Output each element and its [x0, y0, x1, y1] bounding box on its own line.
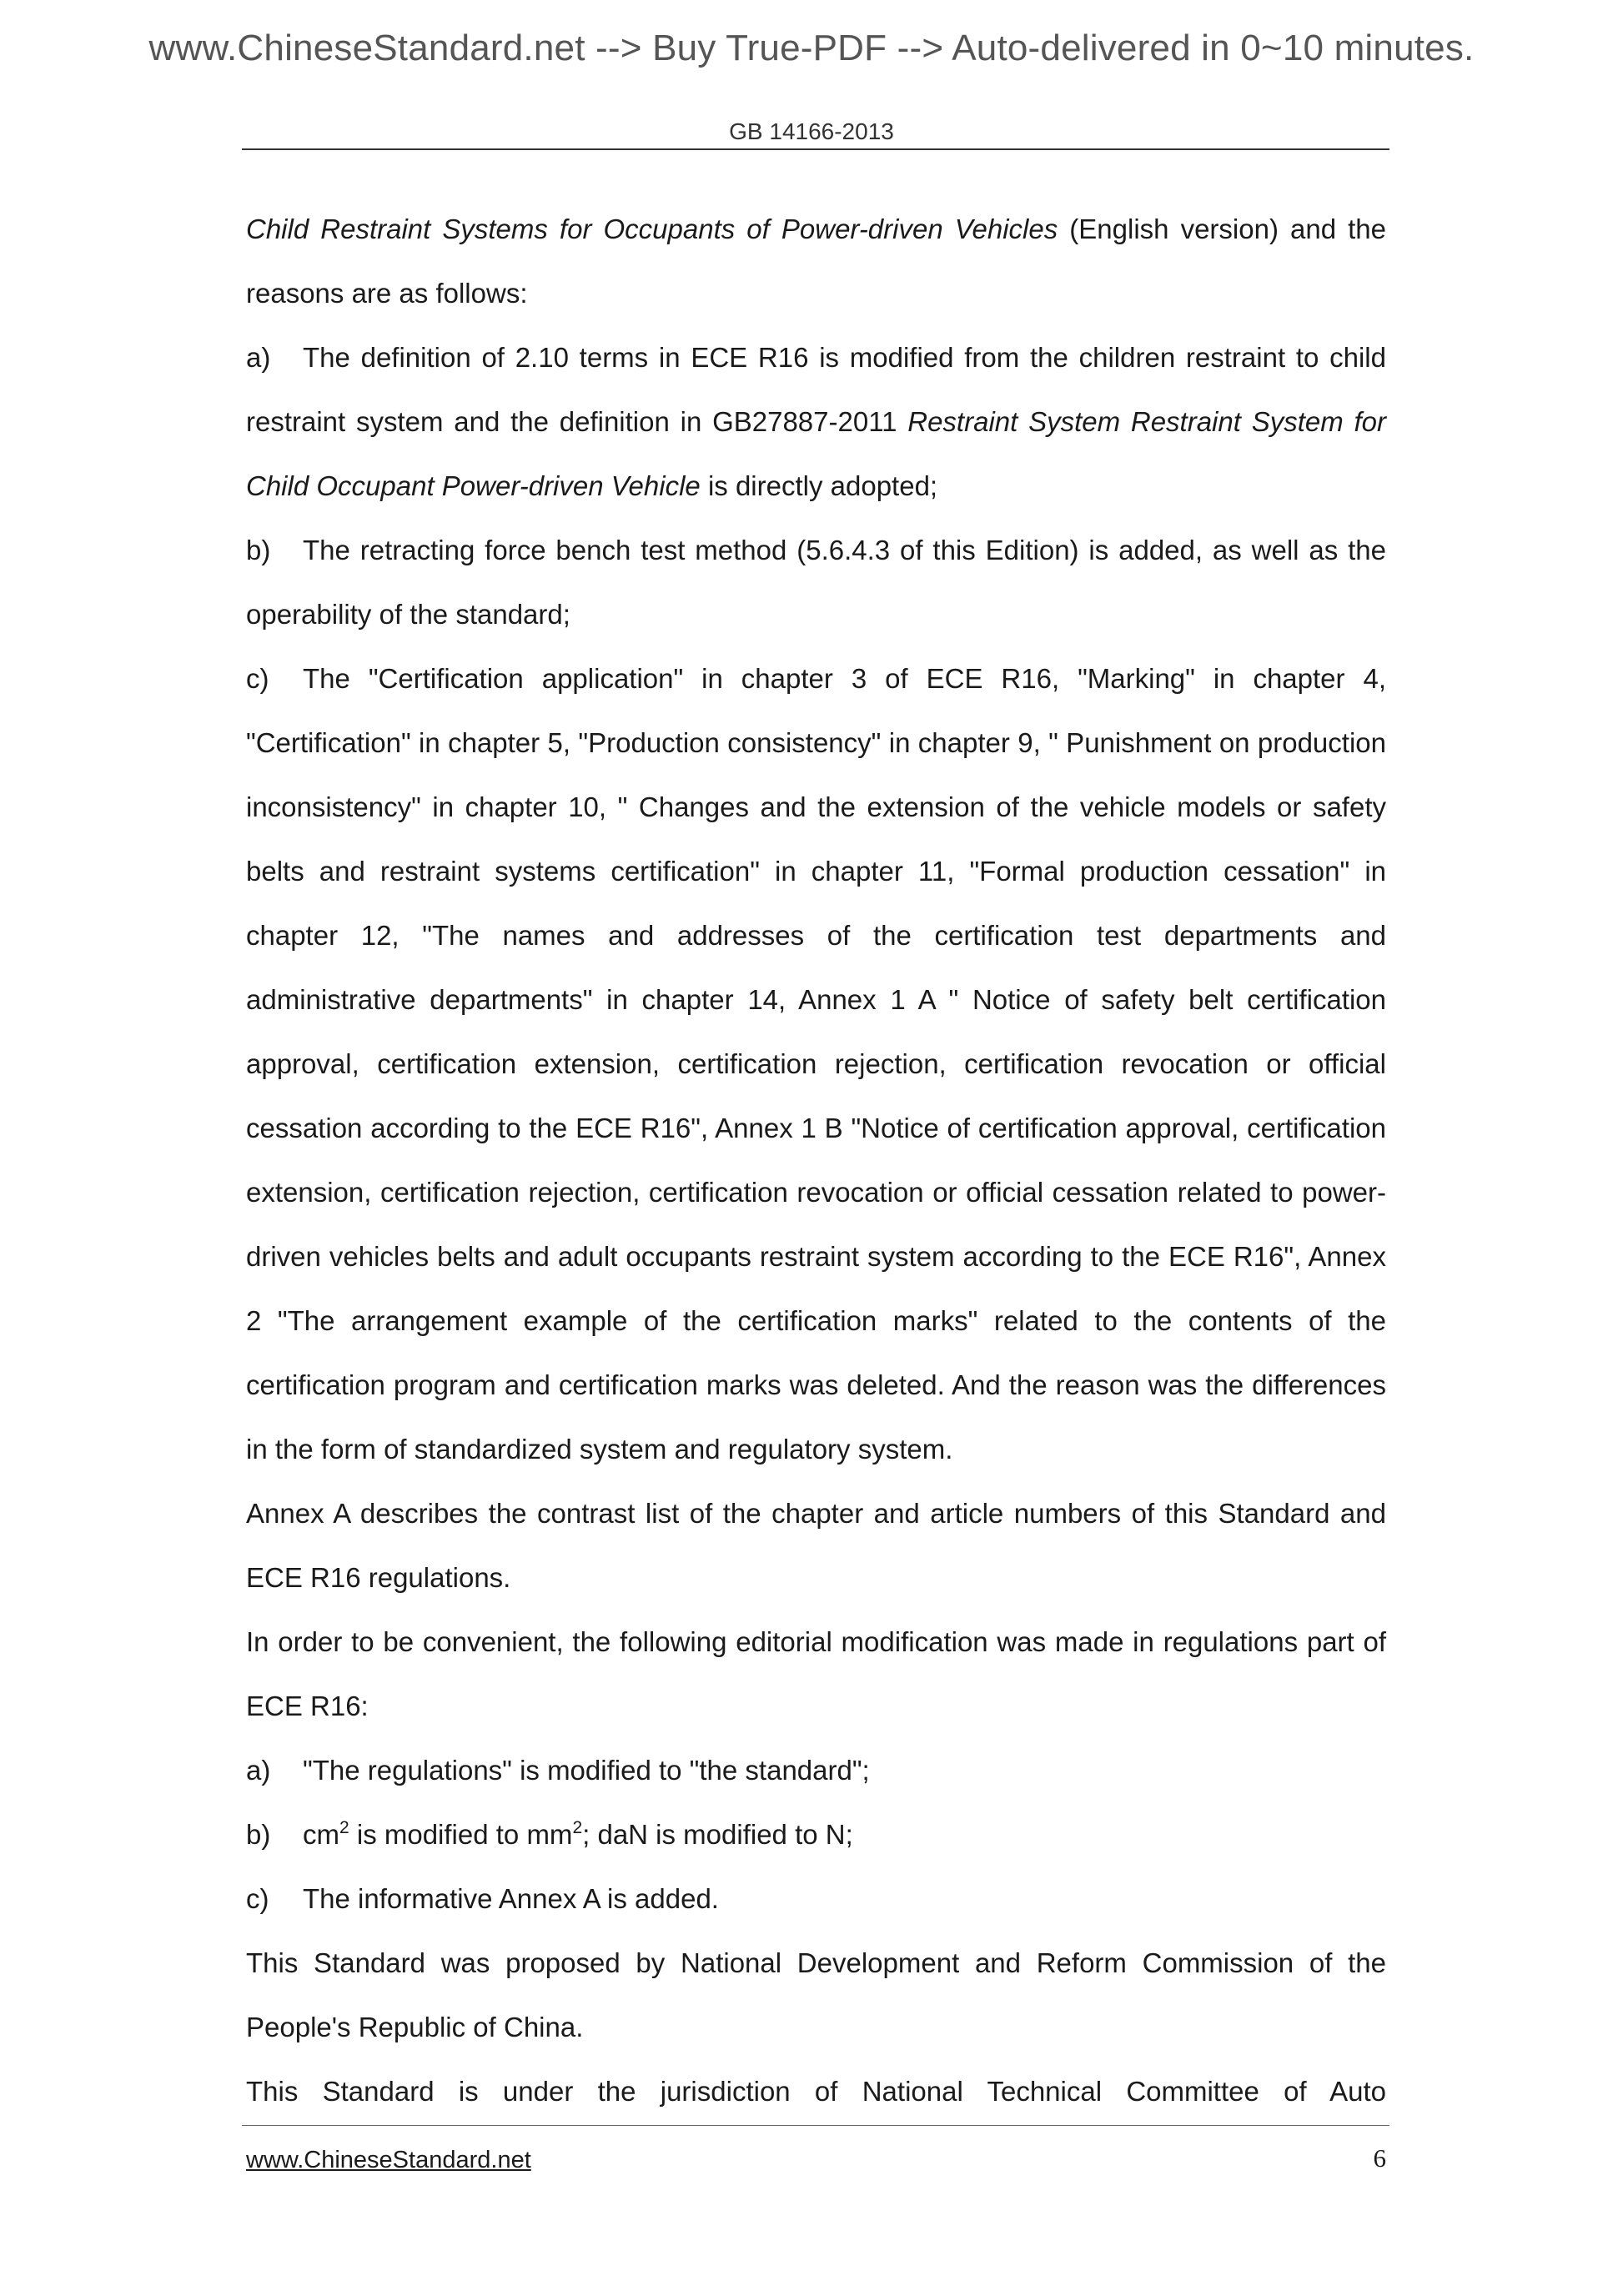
proposed-paragraph: This Standard was proposed by National Development and Reform Commission of the People's Republic of China. — [246, 1947, 1386, 2042]
superscript: 2 — [339, 1818, 349, 1837]
standard-number: GB 14166-2013 — [729, 118, 894, 144]
item-text: The definition of 2.10 terms in ECE R16 is modified from the children restraint to child restraint system and the definition in GB27887-2011 — [246, 342, 1386, 437]
site-banner: www.ChineseStandard.net --> Buy True-PDF --> Auto-delivered in 0~10 minutes. — [148, 28, 1475, 68]
referenced-title: Child Restraint Systems for Occupants of Power-driven Vehicles — [246, 214, 1058, 244]
item-marker: c) — [246, 1883, 269, 1914]
item-marker: b) — [246, 1819, 271, 1850]
item-text: ; daN is modified to N; — [582, 1819, 853, 1850]
editorial-item-a — [246, 1738, 1386, 1802]
item-text: The "Certification application" in chapter 3 of ECE R16, "Marking" in chapter 4, "Certification" in chapter 5, "Production consistency" in chapter 9, " Punishment on production inconsistency" in chapter 10, " Changes and the extension of the vehicle models or safety belts and restraint systems certification" in chapter 11, "Formal production cessation" in chapter 12, "The names and addresses of the certification test departments and administrative departments" in chapter 14, Annex 1 A " Notice of safety belt certification approval, certification extension, certification rejection, certification revocation or official cessation according to the ECE R16", Annex 1 B "Notice of certification approval, certification extension, certification rejection, certification revocation or official cessation related to power-driven vehicles belts and adult occupants restraint system according to the ECE R16", Annex 2 "The arrangement example of the certification marks" related to the contents of the certification program and certification marks was deleted. And the reason was the differences in the form of standardized system and regulatory system. — [246, 663, 1386, 1465]
item-text: "The regulations" is modified to "the standard"; — [303, 1755, 870, 1786]
annex-paragraph: Annex A describes the contrast list of the chapter and article numbers of this Standard and ECE R16 regulations. — [246, 1498, 1386, 1593]
item-marker: c) — [246, 663, 269, 694]
reason-item-b — [246, 518, 1386, 646]
item-text: is modified to mm — [349, 1819, 573, 1850]
footer-website-link[interactable]: www.ChineseStandard.net — [246, 2147, 531, 2173]
editorial-item-b — [246, 1802, 1386, 1866]
item-text: is directly adopted; — [700, 470, 938, 501]
editorial-item-c — [246, 1866, 1386, 1931]
reason-item-a — [246, 325, 1386, 518]
jurisdiction-paragraph: This Standard is under the jurisdiction of National Technical Committee of Auto — [246, 2076, 1386, 2107]
referenced-title: Restraint System Restraint System for Child Occupant Power-driven Vehicle — [246, 406, 1386, 501]
item-marker: a) — [246, 342, 271, 373]
editorial-intro-paragraph: In order to be convenient, the following editorial modification was made in regulations part of ECE R16: — [246, 1626, 1386, 1721]
item-marker: a) — [246, 1755, 271, 1786]
superscript: 2 — [572, 1818, 583, 1837]
footer-divider — [242, 2125, 1389, 2126]
item-text: The informative Annex A is added. — [303, 1883, 719, 1914]
unit-text: cm — [303, 1819, 339, 1850]
page-number: 6 — [1373, 2143, 1386, 2173]
reason-item-c — [246, 646, 1386, 1481]
header-divider — [242, 148, 1389, 150]
item-marker: b) — [246, 535, 271, 565]
intro-paragraph — [246, 197, 1386, 325]
intro-text: (English version) and the reasons are as follows: — [246, 214, 1386, 309]
document-body — [246, 197, 1386, 2123]
item-text: The retracting force bench test method (5.6.4.3 of this Edition) is added, as well as the operability of the standard; — [246, 535, 1386, 630]
